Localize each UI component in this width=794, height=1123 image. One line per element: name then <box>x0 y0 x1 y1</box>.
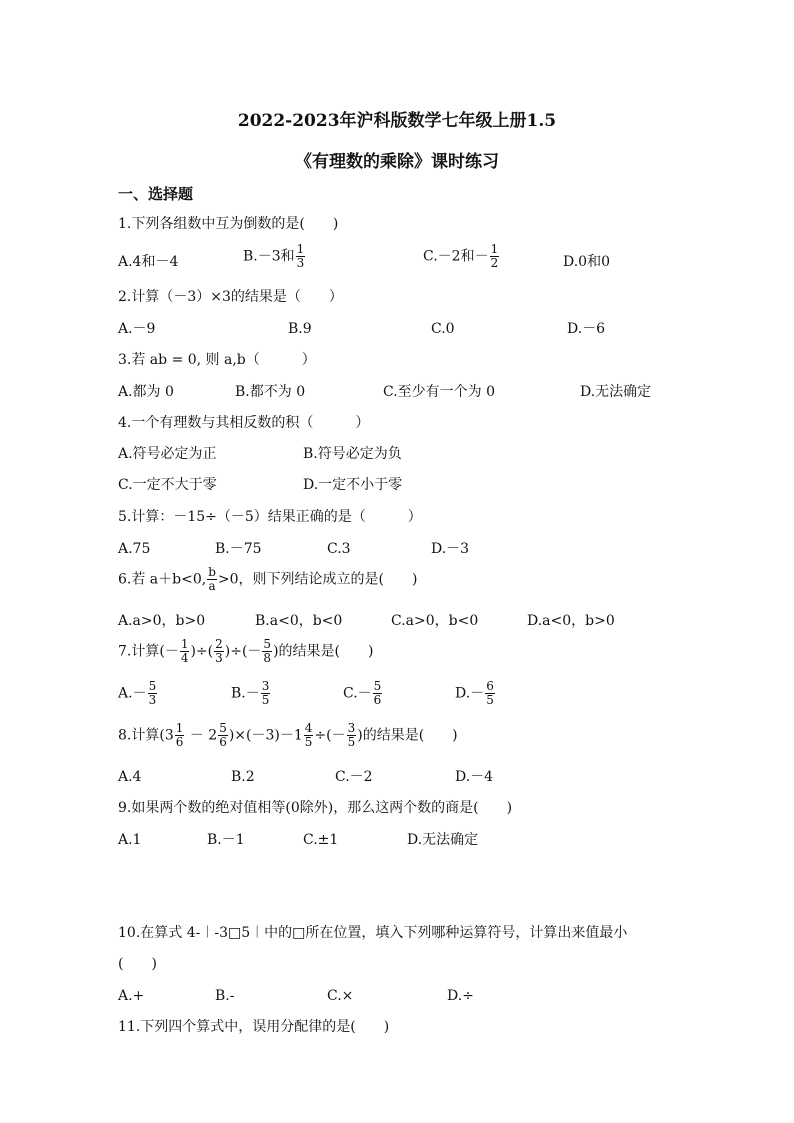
q5-option-b: B.－75 <box>215 541 262 557</box>
fraction <box>175 722 185 749</box>
q3-option-d: D.无法确定 <box>580 384 652 400</box>
doc-title-line2: 《有理数的乘除》课时练习 <box>295 152 499 172</box>
q9-option-b: B.－1 <box>207 832 245 848</box>
q7-option-d-text: D.－ <box>455 685 485 702</box>
denominator: 5 <box>304 735 313 749</box>
fraction <box>148 680 158 707</box>
denominator: 5 <box>261 693 270 707</box>
q6-stem-pre: 6.若 a＋b<0, <box>118 571 207 588</box>
q6-stem-post: >0，则下列结论成立的是( ) <box>217 571 418 588</box>
denominator: 6 <box>219 735 227 749</box>
q5-option-c: C.3 <box>327 541 351 557</box>
q8-text-2: － 2 <box>185 727 218 744</box>
q6-option-d: D.a<0，b>0 <box>527 613 615 629</box>
q8-option-a: A.4 <box>118 769 142 785</box>
numerator: 1 <box>180 637 189 651</box>
q2-option-c: C.0 <box>431 321 455 337</box>
q2-option-d: D.－6 <box>567 321 606 337</box>
q8-option-b: B.2 <box>231 769 255 785</box>
denominator: 2 <box>490 256 499 270</box>
q4-option-d: D.一定不小于零 <box>303 477 403 493</box>
q4-option-b: B.符号必定为负 <box>303 446 402 462</box>
q8-option-c: C.－2 <box>335 769 373 785</box>
q10-stem: 10.在算式 4-︱-3□5︱中的□所在位置，填入下列哪种运算符号，计算出来值最小 <box>118 925 628 941</box>
q1-option-c-text: C.－2和－ <box>423 248 489 265</box>
denominator: 8 <box>263 651 272 665</box>
denominator: 5 <box>486 693 494 707</box>
numerator: 3 <box>261 679 270 693</box>
fraction <box>485 680 495 707</box>
numerator: 3 <box>347 721 356 735</box>
q5-option-d: D.－3 <box>431 541 470 557</box>
q10-option-a: A.+ <box>118 988 145 1004</box>
q1-option-b <box>243 243 306 270</box>
numerator: 5 <box>148 679 157 693</box>
numerator: 2 <box>215 637 223 651</box>
q6-stem <box>118 566 417 593</box>
denominator: 3 <box>296 256 305 270</box>
q1-option-c <box>423 243 500 270</box>
q2-option-b: B.9 <box>288 321 312 337</box>
fraction <box>207 566 217 593</box>
q7-text-2: )÷( <box>190 643 214 660</box>
q7-stem <box>118 638 373 665</box>
q2-option-a: A.－9 <box>118 321 156 337</box>
numerator: 1 <box>296 242 305 256</box>
q8-text-4: ÷(－ <box>314 727 346 744</box>
q9-option-d: D.无法确定 <box>407 832 479 848</box>
q4-option-c: C.一定不大于零 <box>118 477 217 493</box>
q6-option-b: B.a<0，b<0 <box>255 613 343 629</box>
denominator: 3 <box>148 693 157 707</box>
q9-option-a: A.1 <box>118 832 142 848</box>
q3-option-b: B.都不为 0 <box>235 384 306 400</box>
q3-stem: 3.若 ab = 0, 则 a,b（ ） <box>118 352 316 368</box>
section-heading: 一、选择题 <box>118 185 194 203</box>
denominator: 6 <box>175 735 184 749</box>
q7-option-c <box>343 680 383 707</box>
q5-stem: 5.计算：－15÷（－5）结果正确的是（ ） <box>118 509 422 525</box>
q7-option-b-text: B.－ <box>231 685 260 702</box>
q10-stem-line2: ( ) <box>118 956 157 972</box>
q11-stem: 11.下列四个算式中，误用分配律的是( ) <box>118 1019 390 1035</box>
denominator: 3 <box>215 651 223 665</box>
numerator: 5 <box>263 637 272 651</box>
q1-option-a: A.4和－4 <box>118 254 179 270</box>
q9-stem: 9.如果两个数的绝对值相等(0除外)，那么这两个数的商是( ) <box>118 800 513 816</box>
fraction <box>214 638 224 665</box>
q7-option-a <box>118 680 158 707</box>
denominator: 5 <box>347 735 356 749</box>
q5-option-a: A.75 <box>118 541 151 557</box>
q8-text-5: )的结果是( ) <box>357 727 458 744</box>
q7-option-c-text: C.－ <box>343 685 372 702</box>
q8-option-d: D.－4 <box>455 769 494 785</box>
q7-option-d <box>455 680 496 707</box>
q7-text-3: )÷(－ <box>224 643 262 660</box>
numerator: 5 <box>373 679 382 693</box>
q8-text-1: 8.计算(3 <box>118 727 174 744</box>
q4-option-a: A.符号必定为正 <box>118 446 217 462</box>
fraction <box>261 680 271 707</box>
fraction <box>347 722 357 749</box>
q8-text-3: )×(－3)－1 <box>228 727 303 744</box>
q6-option-a: A.a>0，b>0 <box>118 613 206 629</box>
fraction <box>373 680 383 707</box>
numerator: 6 <box>486 679 494 693</box>
q7-text-1: 7.计算(－ <box>118 643 179 660</box>
denominator: 4 <box>180 651 189 665</box>
numerator: b <box>208 565 216 579</box>
numerator: 4 <box>304 721 313 735</box>
fraction <box>304 722 314 749</box>
q10-option-c: C.× <box>327 988 354 1004</box>
fraction <box>180 638 190 665</box>
denominator: a <box>208 579 216 593</box>
q3-option-a: A.都为 0 <box>118 384 174 400</box>
q1-option-b-text: B.－3和 <box>243 248 295 265</box>
q7-text-4: )的结果是( ) <box>273 643 374 660</box>
fraction <box>296 243 306 270</box>
q1-option-d: D.0和0 <box>563 254 610 270</box>
fraction <box>262 638 272 665</box>
numerator: 1 <box>175 721 184 735</box>
q8-stem <box>118 722 458 749</box>
q10-option-d: D.÷ <box>447 988 474 1004</box>
q4-stem: 4.一个有理数与其相反数的积（ ） <box>118 415 370 431</box>
q6-option-c: C.a>0，b<0 <box>391 613 479 629</box>
doc-title-line1: 2022-2023年沪科版数学七年级上册1.5 <box>237 111 557 131</box>
q9-option-c: C.±1 <box>303 832 339 848</box>
q10-option-b: B.- <box>215 988 235 1004</box>
fraction <box>490 243 500 270</box>
q3-option-c: C.至少有一个为 0 <box>383 384 496 400</box>
numerator: 1 <box>490 242 499 256</box>
q7-option-b <box>231 680 271 707</box>
numerator: 5 <box>219 721 227 735</box>
fraction <box>218 722 228 749</box>
q7-option-a-text: A.－ <box>118 685 147 702</box>
denominator: 6 <box>373 693 382 707</box>
q2-stem: 2.计算（－3）×3的结果是（ ） <box>118 289 343 305</box>
q1-stem: 1.下列各组数中互为倒数的是( ) <box>118 216 339 232</box>
